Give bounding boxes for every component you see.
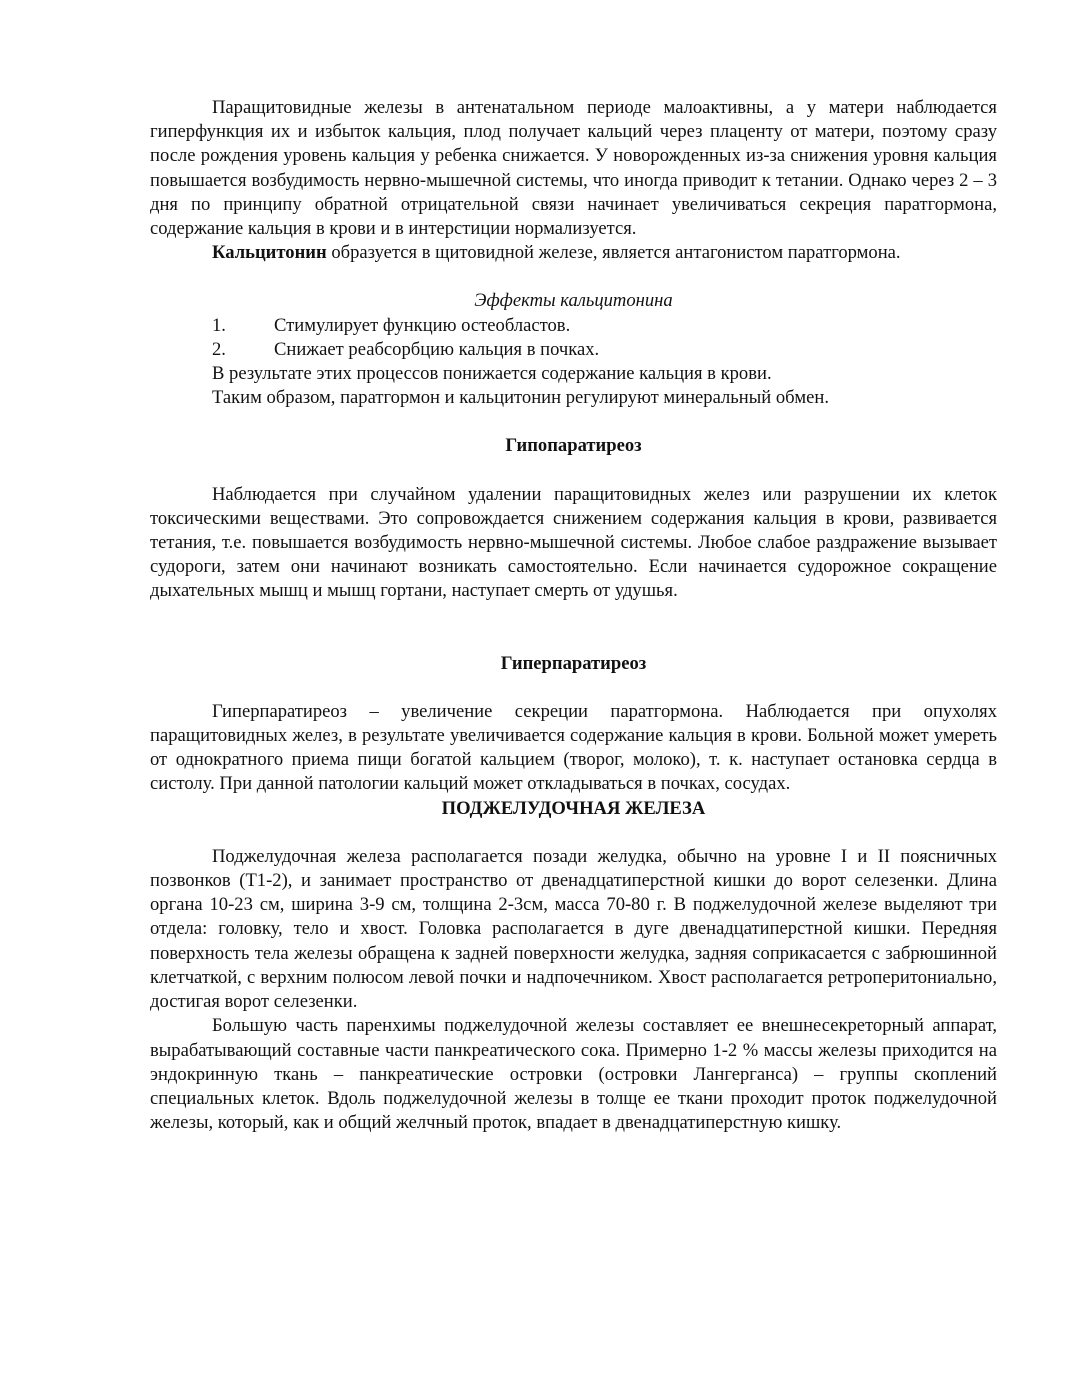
effects-result: В результате этих процессов понижается содержание кальция в крови. xyxy=(212,363,772,385)
list-number: 2. xyxy=(212,338,226,360)
list-number: 1. xyxy=(212,314,226,336)
hyperparathyroidism-heading: Гиперпаратиреоз xyxy=(500,652,647,674)
effects-conclusion: Таким образом, паратгормон и кальцитонин регулируют минеральный обмен. xyxy=(212,387,830,409)
list-text: Снижает реабсорбцию кальция в почках. xyxy=(274,338,600,360)
hyperparathyroidism-paragraph: Гиперпаратиреоз – увеличение секреции паратгормона. Наблюдается при опухолях паращитовидных желез, в результате увеличивается содержание кальция в крови. Больной может умереть от однократного приема пищи богатой кальцием (творог, молоко), т. к. наступает остановка сердца в систолу. При данной патологии кальций может откладываться в почках, сосудах. xyxy=(150,700,997,795)
hypoparathyroidism-paragraph: Наблюдается при случайном удалении паращитовидных желез или разрушении их клеток токсическими веществами. Это сопровождается снижением содержания кальция в крови, развивается тетания, т.е. повышается возбудимость нервно-мышечной системы. Любое слабое раздражение вызывает судороги, затем они начинают возникать самостоятельно. Если начинается судорожное сокращение дыхательных мышц и мышц гортани, наступает смерть от удушья. xyxy=(150,483,997,602)
pancreas-paragraph-2: Большую часть паренхимы поджелудочной железы составляет ее внешнесекреторный аппарат, вырабатывающий составные части панкреатического сока. Примерно 1-2 % массы железы приходится на эндокринную ткань – панкреатические островки (островки Лангерганса) – группы скоплений специальных клеток. Вдоль поджелудочной железы в толще ее ткани проходит проток поджелудочной железы, который, как и общий желчный проток, впадает в двенадцатиперстную кишку. xyxy=(150,1015,997,1134)
effects-title: Эффекты кальцитонина xyxy=(474,290,673,312)
pancreas-heading: ПОДЖЕЛУДОЧНАЯ ЖЕЛЕЗА xyxy=(441,797,706,819)
calcitonin-definition: образуется в щитовидной железе, является антагонистом паратгормона. xyxy=(326,242,901,264)
calcitonin-term: Кальцитонин xyxy=(212,242,327,264)
effects-list-item xyxy=(150,338,997,362)
pancreas-paragraph-1: Поджелудочная железа располагается позади желудка, обычно на уровне I и II поясничных позвонков (Т1-2), и занимает пространство от двенадцатиперстной кишки до ворот селезенки. Длина органа 10-23 см, ширина 3-9 см, толщина 2-3см, масса 70-80 г. В поджелудочной железе выделяют три отдела: головку, тело и хвост. Головка располагается в дуге двенадцатиперстной кишки. Передняя поверхность тела железы обращена к задней поверхности желудка, задняя соприкасается с забрюшинной клетчаткой, с верхним полюсом левой почки и надпочечником. Хвост располагается ретроперитониально, достигая ворот селезенки. xyxy=(150,845,997,1013)
effects-list-item xyxy=(150,314,997,338)
hypoparathyroidism-heading: Гипопаратиреоз xyxy=(505,435,642,457)
list-text: Стимулирует функцию остеобластов. xyxy=(274,314,571,336)
intro-paragraph: Паращитовидные железы в антенатальном периоде малоактивны, а у матери наблюдается гиперфункция их и избыток кальция, плод получает кальций через плаценту от матери, поэтому сразу после рождения уровень кальция у ребенка снижается. У новорожденных из-за снижения уровня кальция повышается возбудимость нервно-мышечной системы, что иногда приводит к тетании. Однако через 2 – 3 дня по принципу обратной отрицательной связи начинает увеличиваться секреция паратгормона, содержание кальция в крови и в интерстиции нормализуется. xyxy=(150,97,997,240)
calcitonin-paragraph xyxy=(150,241,997,265)
